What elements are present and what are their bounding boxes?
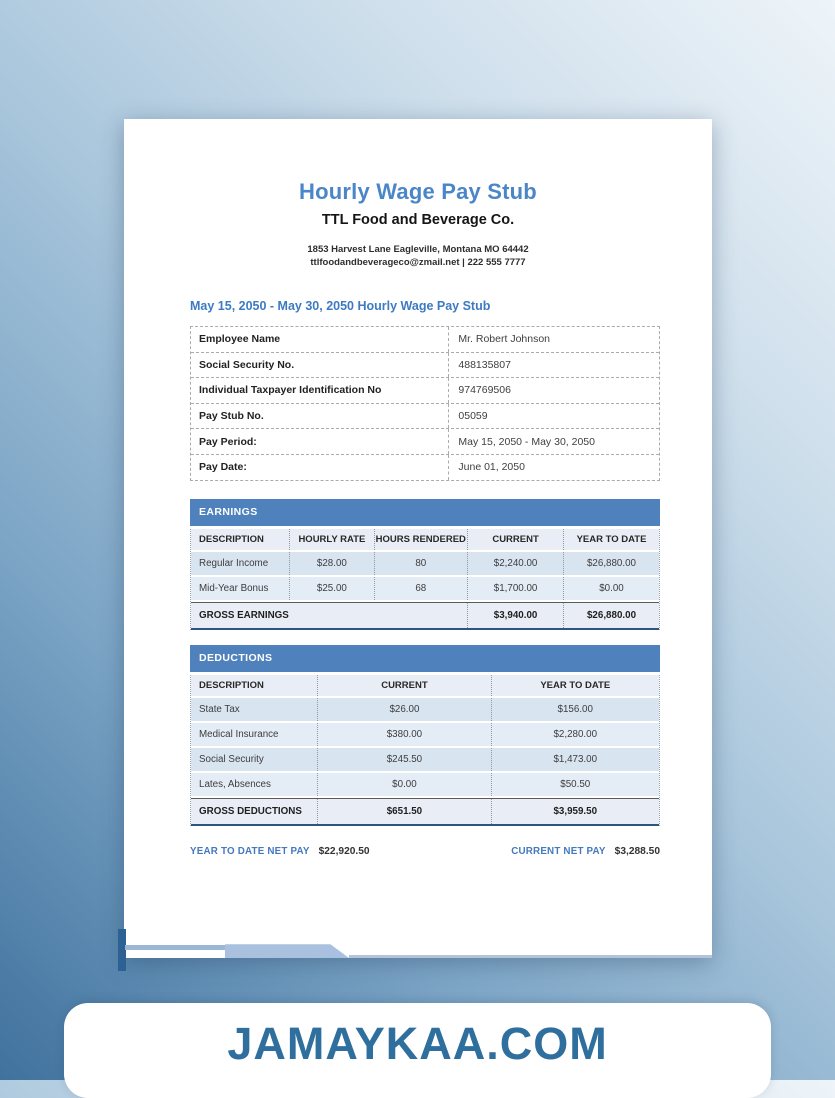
earnings-cell: 80	[374, 552, 468, 575]
earnings-cell: Regular Income	[199, 557, 269, 569]
info-row	[191, 327, 659, 353]
earnings-cell: $26,880.00	[563, 552, 659, 575]
watermark-text: JAMAYKAA.COM	[227, 1017, 608, 1069]
earnings-row	[191, 552, 659, 575]
earnings-cell: 68	[374, 577, 468, 600]
deductions-cell: $1,473.00	[491, 748, 659, 771]
info-row	[191, 353, 659, 379]
deductions-row	[191, 773, 659, 796]
info-row	[191, 455, 659, 480]
company-address-line1: 1853 Harvest Lane Eagleville, Montana MO 64442	[307, 244, 529, 255]
earnings-total-label: GROSS EARNINGS	[199, 609, 289, 621]
net-pay-summary	[190, 846, 660, 857]
info-label: Employee Name	[199, 333, 281, 346]
deductions-header-row	[191, 675, 659, 696]
info-value: 488135807	[448, 353, 659, 378]
deductions-cell: $0.00	[317, 773, 490, 796]
earnings-cell: $2,240.00	[467, 552, 563, 575]
earnings-header-row	[191, 529, 659, 550]
deductions-cell: $245.50	[317, 748, 490, 771]
earnings-table	[190, 529, 660, 630]
company-address	[124, 243, 712, 269]
info-row	[191, 378, 659, 404]
earnings-cell: $1,700.00	[467, 577, 563, 600]
info-label: Pay Date:	[199, 461, 247, 474]
deductions-cell: State Tax	[199, 703, 240, 715]
deductions-table	[190, 675, 660, 826]
earnings-cell: $28.00	[289, 552, 373, 575]
deductions-row	[191, 698, 659, 721]
footer-strip-decoration	[125, 945, 225, 950]
deductions-cell: $2,280.00	[491, 723, 659, 746]
earnings-section	[190, 499, 660, 630]
earnings-header-cell: YEAR TO DATE	[563, 529, 659, 550]
info-value: Mr. Robert Johnson	[448, 327, 659, 352]
pay-period-heading: May 15, 2050 - May 30, 2050 Hourly Wage Pay Stub	[190, 299, 491, 313]
document-title: Hourly Wage Pay Stub	[299, 179, 537, 204]
pay-stub-page	[124, 119, 712, 958]
deductions-header-cell: DESCRIPTION	[199, 679, 264, 691]
footer-corner-decoration	[118, 929, 126, 971]
earnings-header-cell: HOURLY RATE	[289, 529, 373, 550]
info-label: Pay Stub No.	[199, 410, 264, 423]
deductions-row	[191, 748, 659, 771]
ytd-net-pay-label: YEAR TO DATE NET PAY	[190, 845, 310, 857]
earnings-header-cell: DESCRIPTION	[199, 533, 264, 545]
info-value: May 15, 2050 - May 30, 2050	[448, 429, 659, 454]
deductions-cell: $50.50	[491, 773, 659, 796]
deductions-total-row	[191, 798, 659, 826]
deductions-cell: Medical Insurance	[199, 728, 279, 740]
footer-line-decoration	[349, 955, 712, 959]
footer-trapezoid-decoration	[225, 943, 349, 958]
document-header	[124, 119, 712, 269]
info-value: 974769506	[448, 378, 659, 403]
deductions-cell: $380.00	[317, 723, 490, 746]
info-row	[191, 404, 659, 430]
earnings-total-row	[191, 602, 659, 630]
ytd-net-pay	[190, 846, 370, 857]
current-net-pay-label: CURRENT NET PAY	[511, 845, 606, 857]
info-row	[191, 429, 659, 455]
ytd-net-pay-value: $22,920.50	[318, 845, 370, 857]
deductions-row	[191, 723, 659, 746]
deductions-cell: $26.00	[317, 698, 490, 721]
deductions-header-cell: CURRENT	[317, 675, 490, 696]
earnings-total-ytd: $26,880.00	[563, 603, 659, 628]
earnings-header-cell: HOURS RENDERED	[374, 529, 468, 550]
info-label: Individual Taxpayer Identification No	[199, 384, 382, 397]
employee-info-table	[190, 326, 660, 481]
company-name: TTL Food and Beverage Co.	[321, 212, 515, 228]
earnings-section-header: EARNINGS	[190, 499, 660, 526]
deductions-total-label: GROSS DEDUCTIONS	[199, 805, 302, 817]
deductions-total-ytd: $3,959.50	[491, 799, 659, 824]
deductions-cell: Lates, Absences	[199, 778, 271, 790]
company-contact-line: ttlfoodandbeverageco@zmail.net | 222 555 7777	[310, 257, 526, 268]
earnings-cell: Mid-Year Bonus	[199, 582, 269, 594]
watermark-banner	[64, 1003, 771, 1098]
deductions-cell: Social Security	[199, 753, 264, 765]
earnings-cell: $0.00	[563, 577, 659, 600]
info-label: Social Security No.	[199, 358, 295, 371]
earnings-cell: $25.00	[289, 577, 373, 600]
document-body	[124, 299, 712, 857]
earnings-total-current: $3,940.00	[467, 603, 563, 628]
deductions-section-header: DEDUCTIONS	[190, 645, 660, 672]
info-label: Pay Period:	[199, 435, 257, 448]
earnings-row	[191, 577, 659, 600]
earnings-header-cell: CURRENT	[467, 529, 563, 550]
deductions-total-current: $651.50	[317, 799, 490, 824]
deductions-cell: $156.00	[491, 698, 659, 721]
deductions-header-cell: YEAR TO DATE	[491, 675, 659, 696]
current-net-pay	[511, 846, 660, 857]
current-net-pay-value: $3,288.50	[614, 845, 660, 857]
info-value: June 01, 2050	[448, 455, 659, 480]
deductions-section	[190, 645, 660, 826]
info-value: 05059	[448, 404, 659, 429]
